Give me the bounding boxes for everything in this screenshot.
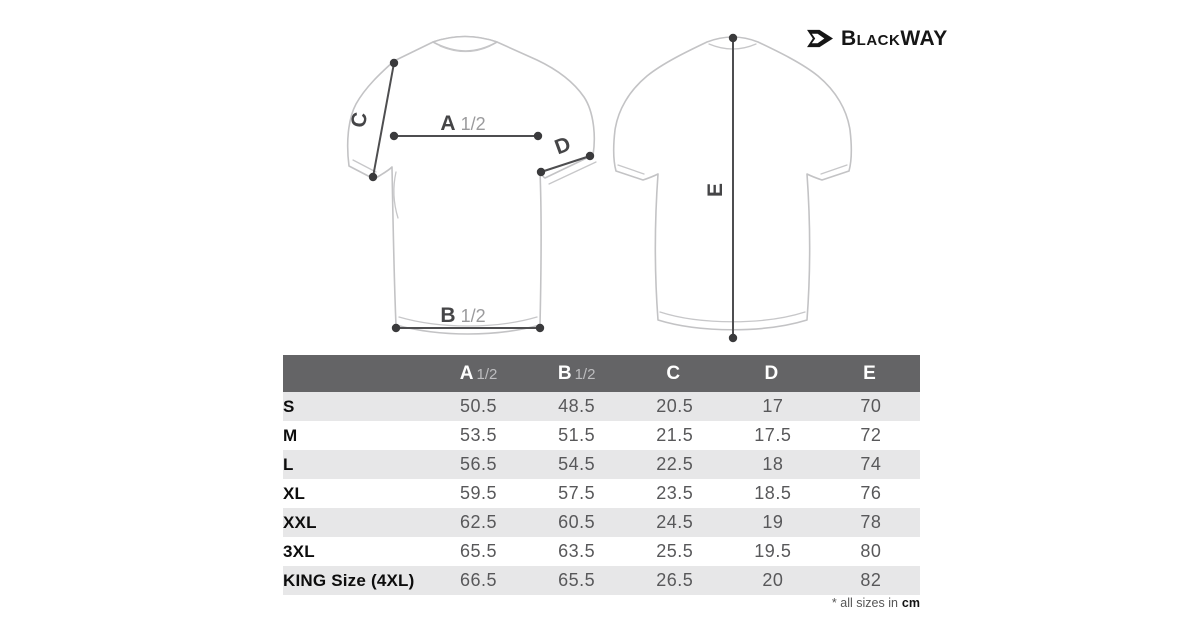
size-label: 3XL <box>283 541 315 561</box>
value-cell: 18.5 <box>754 483 792 503</box>
size-label: S <box>283 396 295 416</box>
size-label: XL <box>283 483 306 503</box>
value-cell: 50.5 <box>460 396 498 416</box>
value-cell: 65.5 <box>460 541 498 561</box>
value-cell: 82 <box>860 570 882 590</box>
front-shirt-drawing <box>348 37 596 335</box>
value-cell: 23.5 <box>656 483 694 503</box>
measure-dot <box>729 34 737 42</box>
value-cell: 48.5 <box>558 396 596 416</box>
measure-dot <box>534 132 542 140</box>
measure-dot <box>729 334 737 342</box>
label-d: D <box>551 132 574 160</box>
size-label: XXL <box>283 512 317 532</box>
table-row <box>283 450 920 479</box>
measure-dot <box>369 173 377 181</box>
header-cell-e: E <box>863 362 876 384</box>
header-cell-a: A 1/2 <box>459 362 498 384</box>
value-cell: 19 <box>762 512 784 532</box>
value-cell: 80 <box>860 541 882 561</box>
value-cell: 66.5 <box>460 570 498 590</box>
value-cell: 70 <box>860 396 882 416</box>
value-cell: 65.5 <box>558 570 596 590</box>
value-cell: 60.5 <box>558 512 596 532</box>
table-row <box>283 392 920 421</box>
table-row <box>283 566 920 595</box>
header-cell-size <box>283 355 430 392</box>
label-b: B 1/2 <box>440 304 486 327</box>
table-row <box>283 421 920 450</box>
value-cell: 25.5 <box>656 541 694 561</box>
front-shirt-outline <box>348 37 595 335</box>
value-cell: 18 <box>762 454 784 474</box>
measure-dot <box>536 324 544 332</box>
table-row <box>283 537 920 566</box>
header-cell-c: C <box>666 362 681 384</box>
header-cell-b: B 1/2 <box>557 362 596 384</box>
value-cell: 57.5 <box>558 483 596 503</box>
value-cell: 78 <box>860 512 882 532</box>
table-header-row <box>283 355 920 392</box>
value-cell: 17.5 <box>754 425 792 445</box>
label-e: E <box>704 182 727 198</box>
value-cell: 20.5 <box>656 396 694 416</box>
value-cell: 76 <box>860 483 882 503</box>
measure-dot <box>390 132 398 140</box>
value-cell: 22.5 <box>656 454 694 474</box>
value-cell: 74 <box>860 454 882 474</box>
size-table <box>283 355 920 595</box>
table-row <box>283 479 920 508</box>
label-c: C <box>346 110 373 130</box>
table-row <box>283 508 920 537</box>
value-cell: 51.5 <box>558 425 596 445</box>
value-cell: 63.5 <box>558 541 596 561</box>
value-cell: 53.5 <box>460 425 498 445</box>
brand-logo <box>806 26 948 51</box>
value-cell: 20 <box>762 570 784 590</box>
footnote-text: * all sizes in <box>831 596 898 610</box>
size-label: L <box>283 454 294 474</box>
measure-dot <box>390 59 398 67</box>
label-a: A 1/2 <box>440 112 486 135</box>
value-cell: 26.5 <box>656 570 694 590</box>
value-cell: 19.5 <box>754 541 792 561</box>
measure-dot <box>586 152 594 160</box>
value-cell: 72 <box>860 425 882 445</box>
blackway-arrow-icon <box>806 26 835 51</box>
units-footnote <box>283 596 920 610</box>
value-cell: 21.5 <box>656 425 694 445</box>
value-cell: 56.5 <box>460 454 498 474</box>
value-cell: 62.5 <box>460 512 498 532</box>
value-cell: 17 <box>762 396 784 416</box>
value-cell: 54.5 <box>558 454 596 474</box>
size-label: M <box>283 425 298 445</box>
size-label: KING Size (4XL) <box>283 570 415 590</box>
value-cell: 24.5 <box>656 512 694 532</box>
measure-dot <box>537 168 545 176</box>
value-cell: 59.5 <box>460 483 498 503</box>
brand-name: BlackWAY <box>841 27 948 50</box>
header-cell-d: D <box>764 362 779 384</box>
footnote-unit: cm <box>901 596 920 610</box>
measure-dot <box>392 324 400 332</box>
